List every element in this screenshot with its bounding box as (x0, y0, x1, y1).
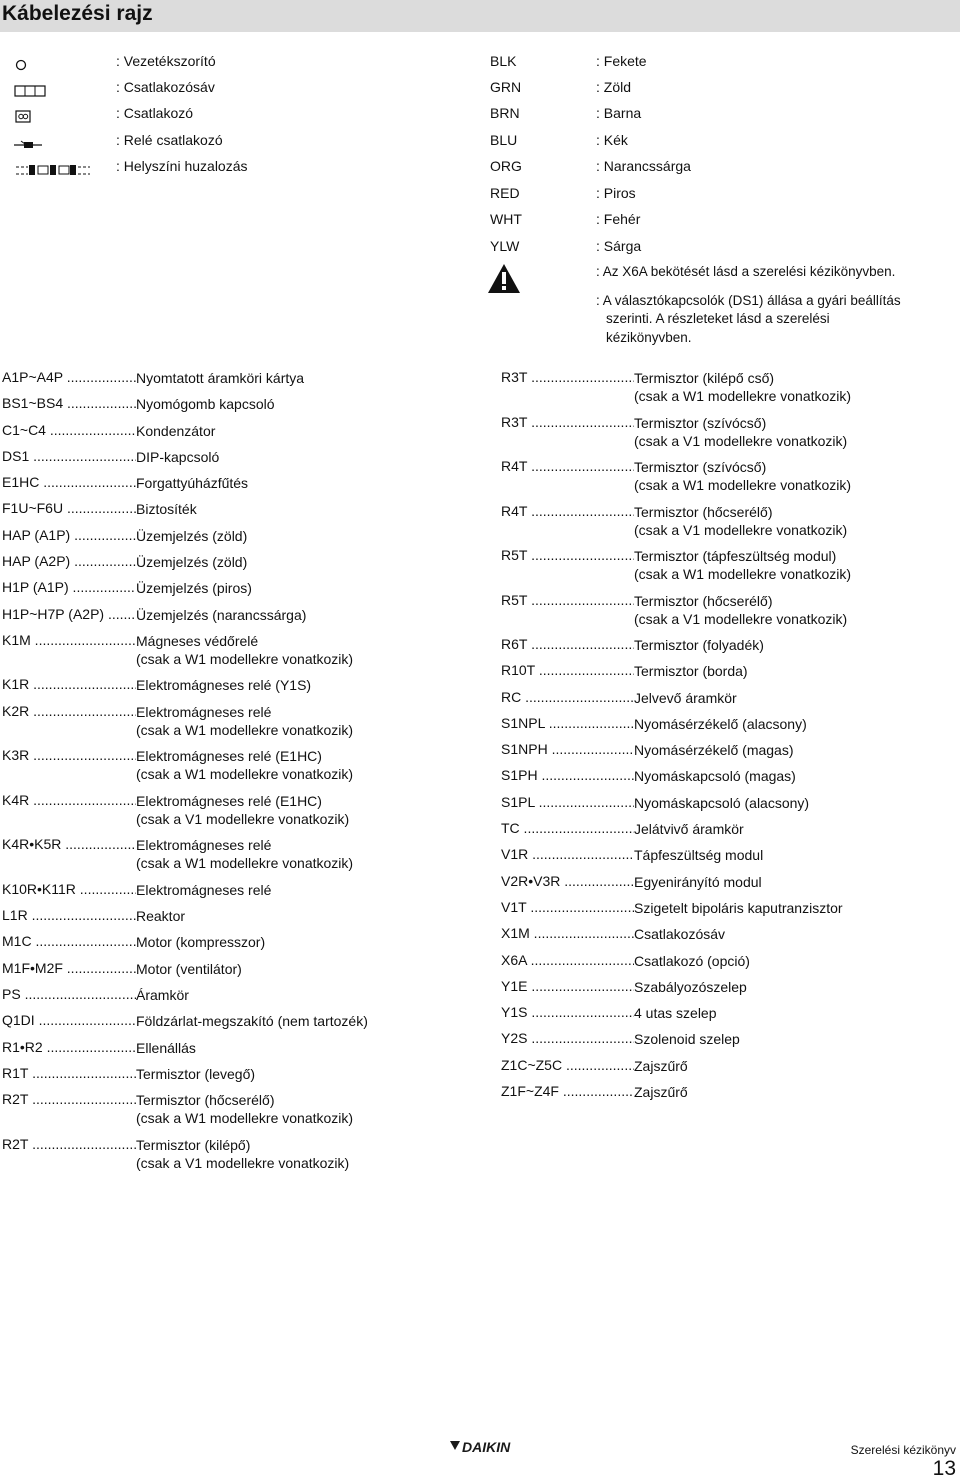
color-name: : Sárga (596, 238, 642, 254)
color-code: WHT (490, 211, 522, 227)
component-code: K1M ..... (2, 632, 136, 648)
list-item (2, 747, 472, 792)
list-item (2, 422, 472, 448)
component-desc: Elektromágneses relé (136, 703, 272, 720)
component-desc: Elektromágneses relé (Y1S) (136, 677, 312, 694)
component-code: R2T ..... (2, 1091, 136, 1107)
component-code: E1HC ..... (2, 474, 136, 490)
component-desc: Termisztor (tápfeszültség modul) (634, 548, 837, 564)
component-code: R1T ..... (2, 1065, 136, 1081)
component-code: V1T ..... (501, 899, 634, 915)
component-desc: Elektromágneses relé (136, 881, 272, 898)
component-desc: Termisztor (levegő) (136, 1065, 256, 1082)
component-desc: (csak a W1 modellekre vonatkozik) (136, 766, 354, 783)
component-code: H1P~H7P (A2P) ..... (2, 606, 136, 622)
color-name: : Fekete (596, 53, 647, 69)
component-code: PS ..... (2, 986, 136, 1002)
list-item (2, 676, 472, 702)
symbol-label: : Relé csatlakozó (116, 132, 223, 148)
component-code: A1P~A4P ..... (2, 369, 136, 385)
component-code: L1R ..... (2, 907, 136, 923)
component-code: DS1 ..... (2, 448, 136, 464)
warning-icon (486, 262, 522, 301)
connector-icon (12, 109, 92, 125)
list-item (501, 820, 956, 846)
list-item (2, 369, 472, 395)
list-item (501, 899, 956, 925)
list-item (2, 500, 472, 526)
component-desc: Szabályozószelep (634, 978, 747, 995)
component-code: R10T ..... (501, 662, 634, 678)
terminal-strip-icon (12, 83, 92, 99)
component-desc: (csak a W1 modellekre vonatkozik) (634, 566, 852, 582)
component-code: HAP (A2P) ..... (2, 553, 136, 569)
color-code: RED (490, 185, 520, 201)
component-desc: Áramkör (136, 986, 189, 1003)
component-desc: Termisztor (kilépő) (136, 1136, 251, 1153)
component-code: V1R ..... (501, 846, 634, 862)
list-item (2, 1065, 472, 1091)
component-desc: Mágneses védőrelé (136, 632, 259, 649)
list-item (2, 881, 472, 907)
list-item (501, 1083, 956, 1109)
list-item (2, 986, 472, 1012)
list-item (2, 632, 472, 677)
component-desc: (csak a V1 modellekre vonatkozik) (634, 610, 848, 627)
component-code: K3R ..... (2, 747, 136, 763)
list-item (2, 703, 472, 748)
component-code: K10R•K11R ..... (2, 881, 136, 897)
color-name: : Narancssárga (596, 158, 691, 174)
list-item (2, 448, 472, 474)
color-code: BRN (490, 105, 520, 121)
component-desc: Zajszűrő (634, 1057, 688, 1074)
list-item (501, 369, 956, 414)
list-item (501, 592, 956, 637)
component-desc: Reaktor (136, 908, 186, 925)
field-wiring-icon (12, 162, 92, 178)
color-name: : Kék (596, 132, 628, 148)
symbol-label: : Vezetékszorító (116, 53, 216, 69)
relay-connector-icon (12, 135, 92, 151)
component-list-right (501, 369, 956, 1109)
symbol-label: : Helyszíni huzalozás (116, 158, 248, 174)
list-item (501, 846, 956, 872)
list-item (501, 715, 956, 741)
component-code: M1C ..... (2, 933, 136, 949)
component-desc: (csak a W1 modellekre vonatkozik) (136, 1110, 354, 1127)
component-code: K1R ..... (2, 676, 136, 692)
list-item (501, 767, 956, 793)
list-item (2, 553, 472, 579)
component-code: R3T ..... (501, 414, 634, 430)
component-desc: Üzemjelzés (zöld) (136, 527, 248, 544)
component-code: HAP (A1P) ..... (2, 527, 136, 543)
list-item (501, 1030, 956, 1056)
component-desc: Nyomógomb kapcsoló (136, 396, 275, 413)
list-item (501, 636, 956, 662)
list-item (2, 933, 472, 959)
component-code: Z1C~Z5C ..... (501, 1057, 634, 1073)
color-name: : Piros (596, 185, 636, 201)
component-code: S1NPL ..... (501, 715, 634, 731)
list-item (2, 960, 472, 986)
list-item (2, 474, 472, 500)
symbol-label: : Csatlakozósáv (116, 79, 215, 95)
color-code: GRN (490, 79, 522, 95)
component-code: RC ..... (501, 689, 634, 705)
component-desc: Elektromágneses relé (136, 837, 272, 854)
component-code: S1PL ..... (501, 794, 634, 810)
component-desc: Csatlakozósáv (634, 926, 726, 943)
list-item (501, 414, 956, 459)
list-item (2, 1091, 472, 1136)
component-desc: Forgattyúházfűtés (136, 475, 249, 492)
list-item (501, 978, 956, 1004)
ds1-note-line: kézikönyvben. (606, 330, 692, 345)
component-desc: Termisztor (szívócső) (634, 414, 767, 431)
component-desc: Kondenzátor (136, 422, 216, 439)
page-title: Kábelezési rajz (2, 2, 153, 25)
component-code: F1U~F6U ..... (2, 500, 136, 516)
component-code: R2T ..... (2, 1136, 136, 1152)
component-desc: Termisztor (borda) (634, 663, 748, 680)
color-name: : Barna (596, 105, 642, 121)
component-desc: Motor (ventilátor) (136, 960, 242, 977)
component-desc: Nyomáskapcsoló (magas) (634, 768, 796, 785)
component-code: K4R ..... (2, 792, 136, 808)
component-desc: Üzemjelzés (narancssárga) (136, 606, 307, 623)
component-code: C1~C4 ..... (2, 422, 136, 438)
color-code: YLW (490, 238, 520, 254)
list-item (2, 1039, 472, 1065)
component-desc: (csak a V1 modellekre vonatkozik) (136, 810, 350, 827)
component-desc: Jelvevő áramkör (634, 689, 737, 706)
list-item (2, 579, 472, 605)
list-item (2, 606, 472, 632)
ds1-note-line: szerinti. A részleteket lásd a szerelési (606, 311, 830, 326)
color-name: : Fehér (596, 211, 641, 227)
component-desc: (csak a W1 modellekre vonatkozik) (136, 855, 354, 872)
component-code: H1P (A1P) ..... (2, 579, 136, 595)
component-code: Y1E ..... (501, 978, 634, 994)
list-item (501, 925, 956, 951)
component-desc: Üzemjelzés (piros) (136, 580, 252, 597)
component-desc: Motor (kompresszor) (136, 934, 266, 951)
component-desc: Nyomásérzékelő (alacsony) (634, 715, 807, 732)
component-desc: Elektromágneses relé (E1HC) (136, 792, 322, 809)
component-code: S1PH ..... (501, 767, 634, 783)
component-code: Y2S ..... (501, 1030, 634, 1046)
list-item (501, 547, 956, 592)
component-code: R5T ..... (501, 547, 634, 563)
component-list-left (2, 369, 472, 1180)
list-item (501, 1057, 956, 1083)
component-desc: Egyenirányító modul (634, 873, 762, 890)
ds1-note-line: : A választókapcsolók (DS1) állása a gyári beállítás (596, 293, 901, 308)
list-item (2, 907, 472, 933)
x6a-note: : Az X6A bekötését lásd a szerelési kézikönyvben. (596, 264, 896, 279)
component-desc: Termisztor (szívócső) (634, 459, 767, 475)
component-code: TC ..... (501, 820, 634, 836)
component-desc: Elektromágneses relé (E1HC) (136, 748, 322, 765)
component-desc: Üzemjelzés (zöld) (136, 554, 248, 571)
component-desc: Termisztor (hőcserélő) (634, 592, 773, 609)
component-desc: Jelátvivő áramkör (634, 821, 744, 838)
component-code: R4T ..... (501, 503, 634, 519)
component-code: K4R•K5R ..... (2, 836, 136, 852)
list-item (501, 952, 956, 978)
list-item (501, 662, 956, 688)
color-code: BLU (490, 132, 518, 148)
component-desc: Tápfeszültség modul (634, 847, 764, 864)
component-desc: Termisztor (folyadék) (634, 637, 764, 653)
component-desc: (csak a V1 modellekre vonatkozik) (136, 1154, 350, 1171)
daikin-logo (446, 1438, 518, 1461)
component-code: Z1F~Z4F ..... (501, 1083, 634, 1099)
component-desc: Termisztor (hőcserélő) (634, 503, 773, 520)
component-desc: Szolenoid szelep (634, 1031, 740, 1048)
component-desc: Csatlakozó (opció) (634, 952, 750, 969)
component-code: R3T ..... (501, 369, 634, 385)
list-item (501, 1004, 956, 1030)
list-item (501, 458, 956, 503)
component-code: X6A ..... (501, 952, 634, 968)
component-code: V2R•V3R ..... (501, 873, 634, 889)
component-desc: Szigetelt bipoláris kaputranzisztor (634, 899, 843, 916)
component-desc: Termisztor (hőcserélő) (136, 1092, 275, 1109)
component-desc: Földzárlat-megszakító (nem tartozék) (136, 1013, 368, 1030)
component-code: BS1~BS4 ..... (2, 395, 136, 411)
component-desc: Termisztor (kilépő cső) (634, 370, 775, 386)
color-code: BLK (490, 53, 517, 69)
symbol-label: : Csatlakozó (116, 105, 194, 121)
component-desc: (csak a W1 modellekre vonatkozik) (136, 721, 354, 738)
component-code: R4T ..... (501, 458, 634, 474)
list-item (501, 503, 956, 548)
list-item (2, 527, 472, 553)
color-name: : Zöld (596, 79, 632, 95)
component-code: R1•R2 ..... (2, 1039, 136, 1055)
list-item (2, 1012, 472, 1038)
list-item (2, 1136, 472, 1181)
list-item (501, 794, 956, 820)
component-desc: Nyomásérzékelő (magas) (634, 742, 794, 759)
component-desc: (csak a V1 modellekre vonatkozik) (634, 432, 848, 449)
page-number: 13 (932, 1457, 956, 1480)
component-code: K2R ..... (2, 703, 136, 719)
wire-clamp-icon (12, 57, 92, 73)
component-desc: Nyomtatott áramköri kártya (136, 370, 305, 386)
component-code: R6T ..... (501, 636, 634, 652)
title-bar (0, 0, 960, 32)
list-item (2, 792, 472, 837)
component-desc: Ellenállás (136, 1039, 196, 1056)
component-code: R5T ..... (501, 592, 634, 608)
component-code: S1NPH ..... (501, 741, 634, 757)
component-code: X1M ..... (501, 925, 634, 941)
component-code: Q1DI ..... (2, 1012, 136, 1028)
component-desc: Nyomáskapcsoló (alacsony) (634, 794, 810, 811)
list-item (2, 395, 472, 421)
component-desc: (csak a W1 modellekre vonatkozik) (136, 650, 354, 667)
component-desc: (csak a V1 modellekre vonatkozik) (634, 521, 848, 538)
component-desc: DIP-kapcsoló (136, 448, 220, 465)
list-item (501, 741, 956, 767)
list-item (501, 689, 956, 715)
list-item (2, 836, 472, 881)
component-desc: (csak a W1 modellekre vonatkozik) (634, 477, 852, 493)
component-desc: Biztosíték (136, 501, 197, 518)
component-desc: 4 utas szelep (634, 1005, 717, 1022)
component-code: Y1S ..... (501, 1004, 634, 1020)
component-code: M1F•M2F ..... (2, 960, 136, 976)
svg-text:DAIKIN: DAIKIN (462, 1439, 511, 1455)
list-item (501, 873, 956, 899)
footer-text: Szerelési kézikönyv (850, 1443, 956, 1457)
component-desc: (csak a W1 modellekre vonatkozik) (634, 388, 852, 404)
component-desc: Zajszűrő (634, 1084, 688, 1101)
color-code: ORG (490, 158, 522, 174)
